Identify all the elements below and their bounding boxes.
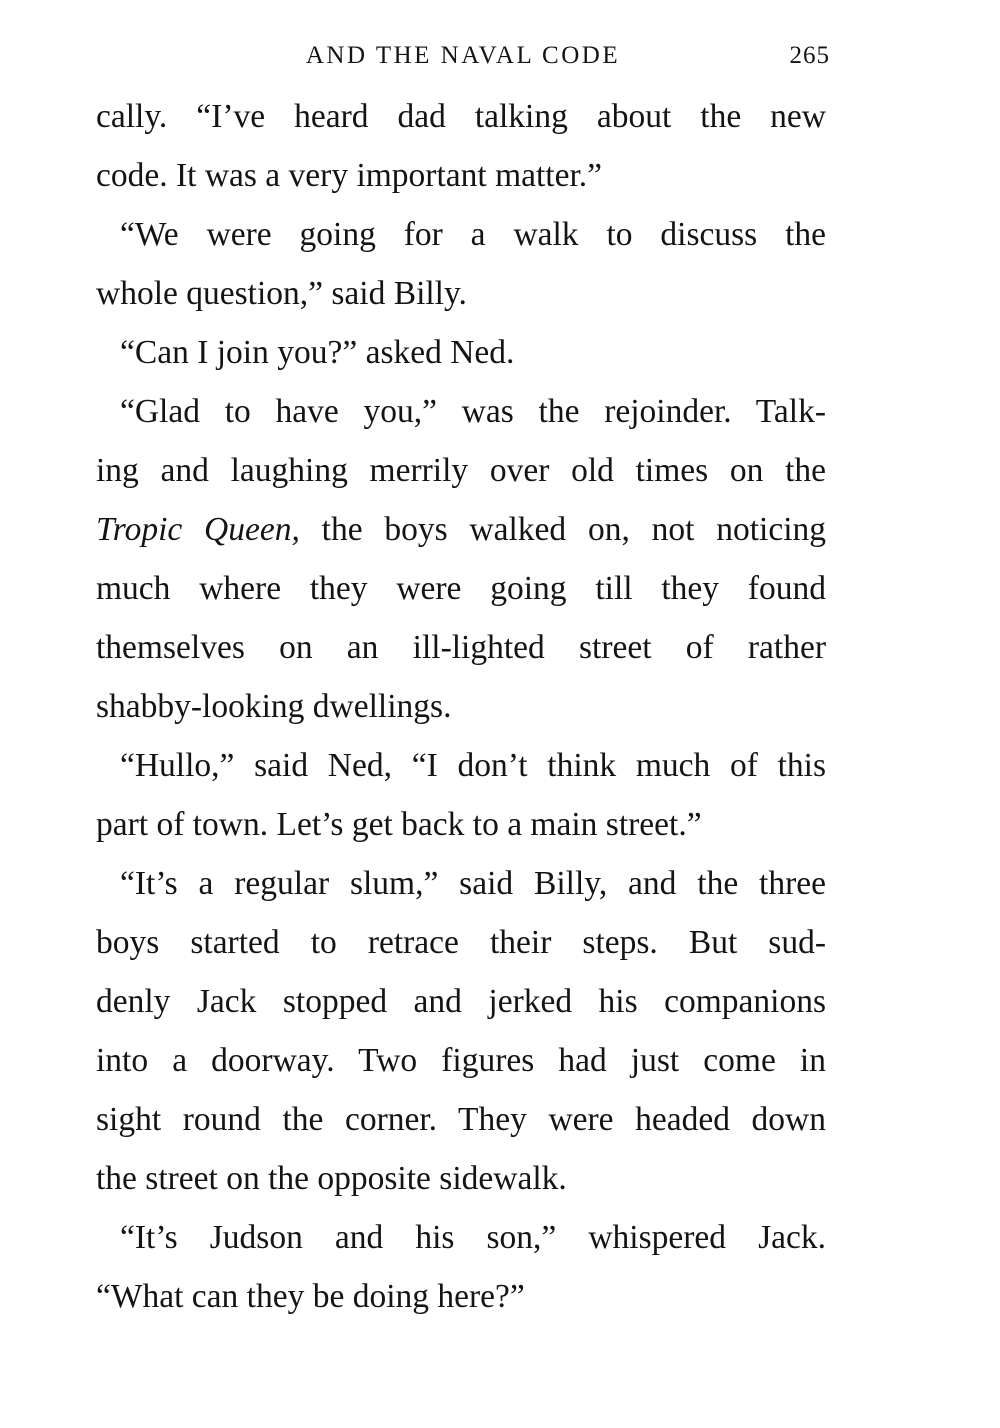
text-line: themselves on an ill-lighted street of rather [96,629,826,666]
text-line: shabby-looking dwellings. [96,688,452,725]
text-line: “Hullo,” said Ned, “I don’t think much of this [120,747,826,784]
text-line: into a doorway. Two figures had just come in [96,1042,826,1079]
running-head [96,36,830,76]
text-line: ing and laughing merrily over old times on the [96,452,826,489]
text-line: the street on the opposite sidewalk. [96,1160,567,1197]
text-line: part of town. Let’s get back to a main street.” [96,806,702,843]
running-title: AND THE NAVAL CODE [305,42,621,69]
ship-name: Tropic Queen, [96,511,300,548]
text-line: much where they were going till they found [96,570,826,607]
text-line: cally. “I’ve heard dad talking about the new [96,98,826,135]
text-line: whole question,” said Billy. [96,275,467,312]
text-line: boys started to retrace their steps. But sud- [96,924,826,961]
text-line: code. It was a very important matter.” [96,157,603,194]
text-line [96,508,826,552]
text-line: “We were going for a walk to discuss the [120,216,826,253]
text-line: “What can they be doing here?” [96,1278,525,1315]
text-line: “It’s Judson and his son,” whispered Jack. [120,1219,826,1256]
text-line: “It’s a regular slum,” said Billy, and the three [120,865,826,902]
text-line: sight round the corner. They were headed down [96,1101,826,1138]
text-line: “Glad to have you,” was the rejoinder. Talk- [120,393,826,430]
text-line-continuation: the boys walked on, not noticing [299,511,826,548]
page-number: 265 [789,42,830,69]
text-line: “Can I join you?” asked Ned. [120,334,515,371]
text-line: denly Jack stopped and jerked his companions [96,983,826,1020]
